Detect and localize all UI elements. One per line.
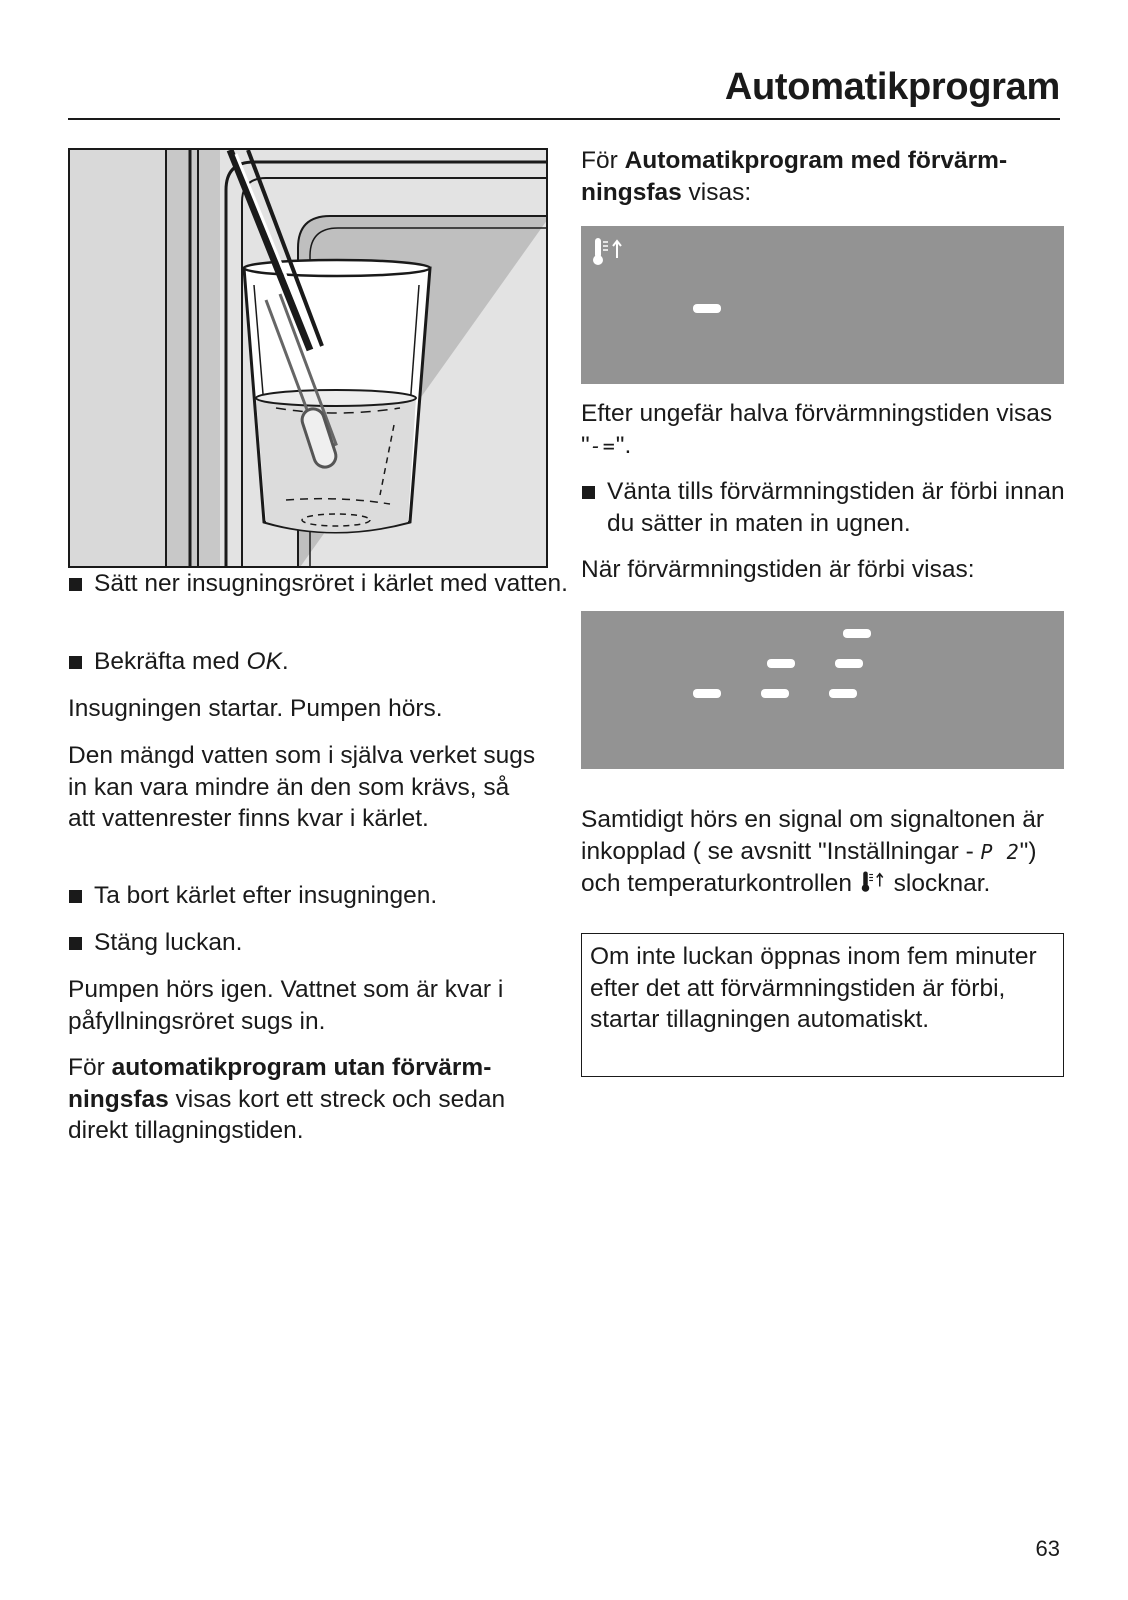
step-insert-tube: Sätt ner insugningsröret i kärlet med vatten.: [68, 568, 574, 600]
paragraph-signal: [581, 804, 1065, 900]
page-number: 63: [1035, 1536, 1060, 1561]
step-remove-vessel: Ta bort kärlet efter insugningen.: [68, 880, 574, 912]
thermometer-rising-icon: [591, 236, 625, 268]
note-text: Om inte luckan öppnas inom fem minuter efter det att förvärmningstiden är förbi, startar tillagningen automatiskt.: [590, 943, 1037, 1033]
thermometer-rising-icon: [859, 870, 887, 894]
display-segment: [693, 304, 721, 313]
with-preheat-lead: För: [581, 147, 625, 174]
note-box: [581, 933, 1064, 1077]
paragraph-water-amount: Den mängd vatten som i själva verket sugs in kan vara mindre än den som krävs, så att vattenrester finns kvar i kärlet.: [68, 742, 536, 832]
with-preheat-bold: Automatikprogram med förvärmningsfas: [581, 147, 1008, 206]
display-preheating: [581, 226, 1064, 384]
signal-text-c: slocknar.: [886, 870, 991, 897]
paragraph-preheat-done: När förvärmningstiden är förbi visas:: [581, 556, 975, 583]
without-preheat-lead: För: [68, 1054, 112, 1081]
step-wait-preheat: Vänta tills förvärmningstiden är förbi innan du sätter in maten in ugnen.: [581, 476, 1077, 539]
paragraph-with-preheat: [581, 145, 1051, 208]
signal-text-b: ") och temperaturkontrollen: [581, 837, 1037, 897]
display-preheat-done: [581, 611, 1064, 769]
ok-key-label: OK: [246, 648, 282, 675]
step-confirm: [68, 646, 574, 678]
with-preheat-rest: visas:: [681, 178, 752, 206]
display-segment: [693, 689, 721, 698]
header-rule: [68, 118, 1060, 120]
half-preheat-tail: ".: [615, 431, 632, 459]
paragraph-without-preheat: [68, 1052, 538, 1147]
paragraph-pump-again: Pumpen hörs igen. Vattnet som är kvar i påfyllningsröret sugs in.: [68, 976, 504, 1035]
paragraph-half-preheat: [581, 398, 1061, 462]
glass-with-suction-tube-illustration: [68, 148, 548, 568]
display-segment: [761, 689, 789, 698]
without-preheat-bold: automatikprogram utan förvärmningsfas: [68, 1054, 492, 1113]
step-confirm-text: Bekräfta med: [94, 648, 247, 675]
step-close-door: Stäng luckan.: [68, 927, 574, 959]
signal-text-a: Samtidigt hörs en signal om signaltonen är inkopplad ( se avsnitt "Inställningar -: [581, 806, 1045, 865]
setting-code-p2: P 2: [980, 839, 1020, 864]
step-confirm-suffix: .: [281, 648, 289, 675]
half-preheat-code: -=: [589, 433, 616, 458]
display-segment: [767, 659, 795, 668]
paragraph-suction-starts: Insugningen startar. Pumpen hörs.: [68, 695, 443, 722]
display-segment: [843, 629, 871, 638]
half-preheat-text: Efter ungefär halva förvärmningstiden visas ": [581, 400, 1053, 459]
display-segment: [829, 689, 857, 698]
display-segment: [835, 659, 863, 668]
page-title: Automatikprogram: [724, 66, 1060, 108]
without-preheat-rest: visas kort ett streck och sedan direkt tillagningstiden.: [68, 1085, 506, 1144]
